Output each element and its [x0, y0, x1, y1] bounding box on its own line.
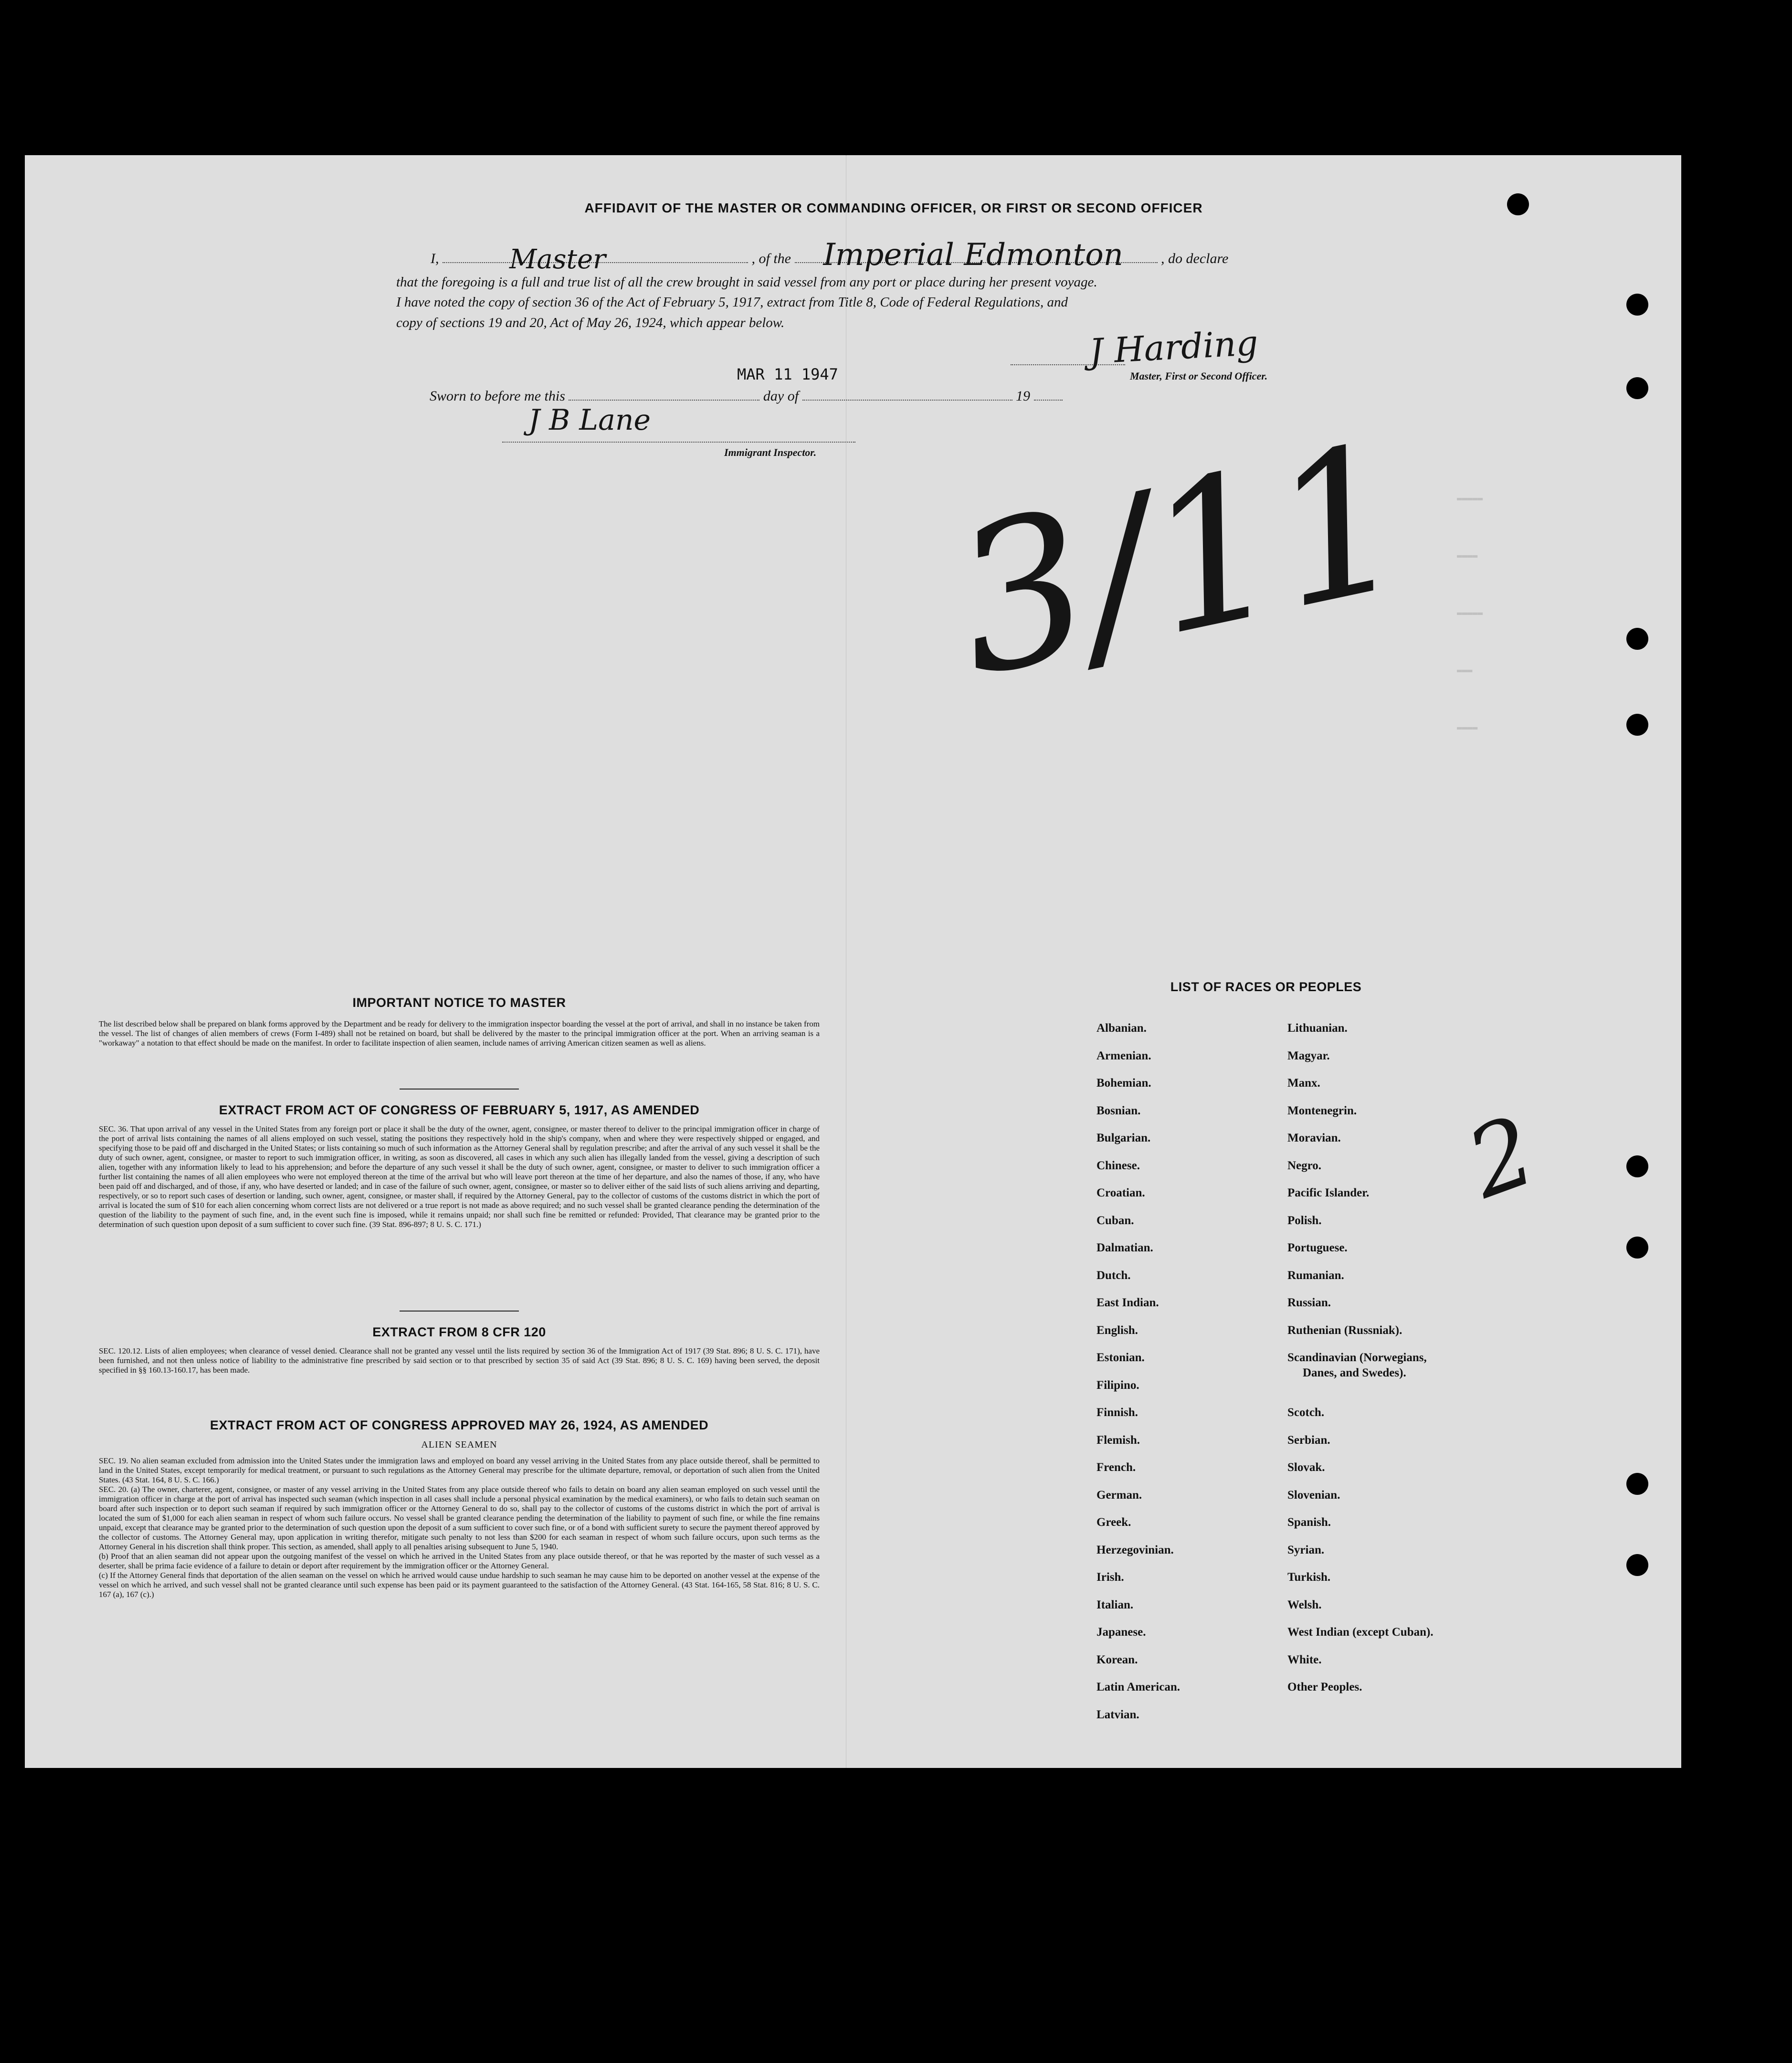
- punch-hole: [1626, 714, 1648, 736]
- sworn-label: Sworn to before me this: [430, 388, 565, 404]
- month-field: [802, 400, 1012, 401]
- race-item: Scotch.: [1287, 1406, 1325, 1419]
- race-item: Scandinavian (Norwegians,: [1287, 1351, 1427, 1364]
- vessel-field: [795, 237, 1158, 273]
- inspector-caption: Immigrant Inspector.: [724, 446, 817, 458]
- declaration-line-1: [431, 237, 1342, 275]
- race-item: Flemish.: [1096, 1433, 1140, 1447]
- extract-8cfr-text: SEC. 120.12. Lists of alien employees; when clearance of vessel denied. Clearance shall not be granted any vessel until the lists required by section 36 of the Immigration Act of 1917 (39 Stat. 896; 8 U. S. C. 171), have been furnished, and not then unless notice of liability to the administrative fine prescribed by said section or to that prescribed by section 35 of said Act (39 Stat. 896; 8 U. S. C. 169) having been served, the deposit specified in §§ 160.13-160.17, has been made.: [99, 1346, 820, 1375]
- year-field: [1034, 400, 1063, 401]
- handwritten-fraction: 3/11: [936, 400, 1425, 722]
- race-item: Croatian.: [1096, 1186, 1145, 1199]
- race-item: Negro.: [1287, 1159, 1322, 1172]
- section-20b-text: (b) Proof that an alien seaman did not appear upon the outgoing manifest of the vessel on which he arrived in the United States from any place outside thereof, or that he was reported by the master of such vessel as a deserter, shall be prima facie evidence of a failure to detain or deport after requirement by the immigration officer or the Attorney General.: [99, 1552, 820, 1570]
- race-item: Other Peoples.: [1287, 1681, 1362, 1693]
- race-item: Latvian.: [1096, 1708, 1139, 1721]
- race-item: Bulgarian.: [1096, 1132, 1151, 1144]
- declaration-prefix: I,: [431, 251, 439, 266]
- handwritten-number: 2: [1454, 1095, 1550, 1220]
- race-item: Spanish.: [1287, 1516, 1331, 1529]
- race-item: Estonian.: [1096, 1351, 1145, 1364]
- race-item: German.: [1096, 1488, 1142, 1502]
- race-item: Montenegrin.: [1287, 1104, 1357, 1117]
- race-item: Danes, and Swedes).: [1303, 1366, 1406, 1379]
- date-stamp: MAR 11 1947: [737, 365, 838, 383]
- section-20a-text: SEC. 20. (a) The owner, charterer, agent, consignee, or master of any vessel arriving in the United States from any place outside thereof who fails to detain on board any alien seaman employed on such vessel until the immigration officer in charge at the port of arrival has inspected such seaman (which inspection in all cases shall include a personal physical examination by the medical examiners), or who fails to detain such seaman on board after such inspection or to deport such seaman if required by such immigration officer or the Attorney General to do so, shall pay to the collector of customs of the customs district in which the port of arrival is located the sum of $1,000 for each alien seaman in respect of whom such failure occurs. No vessel shall be granted clearance pending the determination of the liability to payment of such fine, or while the fine remains unpaid, except that clearance may be granted prior to the determination of such question upon the deposit of a sum sufficient to cover such fine, or of a bond with sufficient surety to secure the payment thereof approved by the collector of customs. The Attorney General may, upon application in writing therefor, mitigate such penalty to not less than $200 for each seaman in respect of whom such failure occurs, upon such terms as the Attorney General in his discretion shall think proper. This section, as amended, shall apply to all penalties arising subsequent to June 5, 1940.: [99, 1485, 820, 1551]
- handwritten-vessel: Imperial Edmonton: [823, 237, 1123, 273]
- declaration-line-4: copy of sections 19 and 20, Act of May 26, 1924, which appear below.: [396, 315, 785, 330]
- punch-hole: [1626, 1554, 1648, 1576]
- race-item: Japanese.: [1096, 1626, 1146, 1639]
- race-item: Dalmatian.: [1096, 1241, 1153, 1254]
- race-item: Lithuanian.: [1287, 1022, 1348, 1035]
- race-item: Serbian.: [1287, 1433, 1330, 1447]
- race-item: Ruthenian (Russniak).: [1287, 1323, 1402, 1337]
- extract-1917-text: SEC. 36. That upon arrival of any vessel in the United States from any foreign port or place it shall be the duty of the owner, agent, consignee, or master thereof to deliver to the principal immigration officer in charge of the port of arrival lists containing the names of all aliens employed on such vessel, stating the positions they respectively hold in the ship's company, when and where they were respectively shipped or engaged, and specifying those to be paid off and discharged in the United States; or lists containing so much of such information as the Attorney General shall by regulation prescribe; and after the arrival of any such vessel it shall be the duty of such owner, agent, consignee, or master to report to such immigration officer, in writing, as soon as discovered, all cases in which any such alien has illegally landed from the vessel, giving a description of such alien, together with any information likely to lead to his apprehension; and before the departure of any such vessel it shall be the duty of such owner, agent, consignee, or master to deliver to such immigration officer a further list containing the names of all alien employees who were not employed thereon at the time of the arrival but who will leave port thereon at the time of her departure, and also the names of those, if any, who have been paid off and discharged, and of those, if any, who have deserted or landed; and in case of the failure of such owner, agent, consignee, or master so to deliver either of the said lists of such aliens arriving and departing, respectively, or so to report such cases of desertion or landing, such owner, agent, consignee, or master shall, if required by the Attorney General, pay to the collector of customs of the customs district in which the port of arrival is located the sum of $10 for each alien concerning whom correct lists are not delivered or a true report is not made as above required; and no such vessel shall be granted clearance pending the determination of the question of the liability to the payment of such fine, and, in the event such fine is imposed, while it remains unpaid; nor shall such fine be remitted or refunded: Provided, That clearance may be granted prior to the determination of such question upon deposit of a sum sufficient to cover such fine. (39 Stat. 896-897; 8 U. S. C. 171.): [99, 1124, 820, 1229]
- extract-1924-body: [99, 1456, 820, 1599]
- punch-hole: [1626, 294, 1648, 316]
- race-item: Finnish.: [1096, 1406, 1138, 1419]
- punch-hole: [1626, 1155, 1648, 1177]
- extract-1924-title: EXTRACT FROM ACT OF CONGRESS APPROVED MAY 26, 1924, AS AMENDED: [210, 1418, 709, 1432]
- sworn-line: [430, 388, 1063, 404]
- race-item: Turkish.: [1287, 1571, 1331, 1584]
- document-page: [25, 155, 1681, 1768]
- divider: [400, 1311, 519, 1312]
- sworn-date-field: [569, 400, 759, 401]
- race-item: Portuguese.: [1287, 1241, 1348, 1254]
- punch-hole: [1507, 193, 1529, 215]
- race-item: Rumanian.: [1287, 1269, 1344, 1282]
- bleed-mark: ▬▬▬▬▬: [1457, 494, 1483, 504]
- declaration-line-2: that the foregoing is a full and true list of all the crew brought in said vessel from any port or place during her present voyage.: [396, 275, 1097, 290]
- bleed-mark: ▬▬▬▬▬: [1457, 608, 1483, 618]
- extract-8cfr-title: EXTRACT FROM 8 CFR 120: [372, 1325, 546, 1339]
- notice-text: The list described below shall be prepared on blank forms approved by the Department and be ready for delivery to the immigration inspector boarding the vessel at the port of arrival, and shall in no instance be taken from the vessel. The list of changes of alien members of crews (Form I-489) shall not be retained on board, but shall be delivered by the master to the principal immigration officer at the port. When an arriving seaman is a "workaway" a notation to that effect should be made on the manifest. In order to facilitate inspection of alien seamen, include names of arriving American citizen seamen as well as aliens.: [99, 1019, 820, 1047]
- race-item: Latin American.: [1096, 1681, 1180, 1693]
- inspector-signature-line: [502, 442, 855, 443]
- bleed-mark: ▬▬▬▬: [1457, 723, 1478, 733]
- race-item: Polish.: [1287, 1214, 1322, 1227]
- race-item: East Indian.: [1096, 1296, 1159, 1309]
- race-item: Korean.: [1096, 1653, 1138, 1666]
- race-item: Bosnian.: [1096, 1104, 1141, 1117]
- punch-hole: [1626, 1237, 1648, 1259]
- punch-hole: [1626, 1473, 1648, 1495]
- race-item: French.: [1096, 1461, 1136, 1474]
- race-item: Welsh.: [1287, 1598, 1322, 1611]
- race-item: Cuban.: [1096, 1214, 1134, 1227]
- handwritten-name: Master: [509, 244, 606, 275]
- punch-hole: [1626, 628, 1648, 650]
- race-item: Dutch.: [1096, 1269, 1131, 1282]
- master-caption: Master, First or Second Officer.: [1130, 370, 1268, 382]
- punch-hole: [1626, 377, 1648, 399]
- bleed-mark: ▬▬▬▬: [1457, 551, 1478, 561]
- race-item: Irish.: [1096, 1571, 1124, 1584]
- master-signature: J Harding: [1088, 322, 1259, 372]
- race-item: Armenian.: [1096, 1049, 1151, 1062]
- affidavit-title: AFFIDAVIT OF THE MASTER OR COMMANDING OFFICER, OR FIRST OR SECOND OFFICER: [584, 201, 1203, 215]
- race-item: Filipino.: [1096, 1378, 1139, 1392]
- race-item: Italian.: [1096, 1598, 1134, 1611]
- race-item: Pacific Islander.: [1287, 1186, 1370, 1199]
- race-item: Albanian.: [1096, 1022, 1147, 1035]
- declare-label: , do declare: [1161, 251, 1229, 266]
- races-title: LIST OF RACES OR PEOPLES: [1170, 980, 1362, 994]
- race-item: Herzegovinian.: [1096, 1543, 1174, 1556]
- extract-1924-subtitle: ALIEN SEAMEN: [421, 1439, 497, 1450]
- race-item: Syrian.: [1287, 1543, 1325, 1556]
- bleed-through-text: [1457, 470, 1483, 757]
- declaration-line-3: I have noted the copy of section 36 of the Act of February 5, 1917, extract from Title 8, Code of Federal Regulations, and: [396, 295, 1068, 310]
- race-item: Chinese.: [1096, 1159, 1140, 1172]
- notice-title: IMPORTANT NOTICE TO MASTER: [352, 995, 566, 1010]
- race-item: Russian.: [1287, 1296, 1331, 1309]
- bleed-mark: ▬▬▬: [1457, 666, 1473, 676]
- name-field: [443, 244, 748, 275]
- race-item: Magyar.: [1287, 1049, 1330, 1062]
- race-item: Greek.: [1096, 1516, 1131, 1529]
- of-the-label: , of the: [751, 251, 791, 266]
- day-of-label: day of: [763, 388, 799, 404]
- section-19-text: SEC. 19. No alien seaman excluded from admission into the United States under the immigration laws and employed on board any vessel arriving in the United States from any place outside thereof, shall be permitted to land in the United States, except temporarily for medical treatment, or pursuant to such regulations as the Attorney General may prescribe for the ultimate departure, removal, or deportation of such alien from the United States. (43 Stat. 164, 8 U. S. C. 166.): [99, 1456, 820, 1484]
- year-label: 19: [1016, 388, 1031, 404]
- race-item: English.: [1096, 1323, 1138, 1337]
- race-item: White.: [1287, 1653, 1322, 1666]
- race-item: Slovak.: [1287, 1461, 1325, 1474]
- race-item: Manx.: [1287, 1077, 1320, 1090]
- inspector-signature: J B Lane: [528, 403, 651, 437]
- race-item: Moravian.: [1287, 1132, 1341, 1144]
- divider: [400, 1089, 519, 1090]
- race-item: Slovenian.: [1287, 1488, 1340, 1502]
- race-item: Bohemian.: [1096, 1077, 1151, 1090]
- race-item: West Indian (except Cuban).: [1287, 1626, 1434, 1639]
- section-20c-text: (c) If the Attorney General finds that deportation of the alien seaman on the vessel on which he arrived would cause undue hardship to such seaman he may cause him to be deported on another vessel at the expense of the vessel on which he arrived, and such vessel shall not be granted clearance until such expense has been paid or its payment guaranteed to the satisfaction of the Attorney General. (43 Stat. 164-165, 58 Stat. 816; 8 U. S. C. 167 (a), 167 (c).): [99, 1571, 820, 1599]
- extract-1917-title: EXTRACT FROM ACT OF CONGRESS OF FEBRUARY 5, 1917, AS AMENDED: [219, 1103, 700, 1117]
